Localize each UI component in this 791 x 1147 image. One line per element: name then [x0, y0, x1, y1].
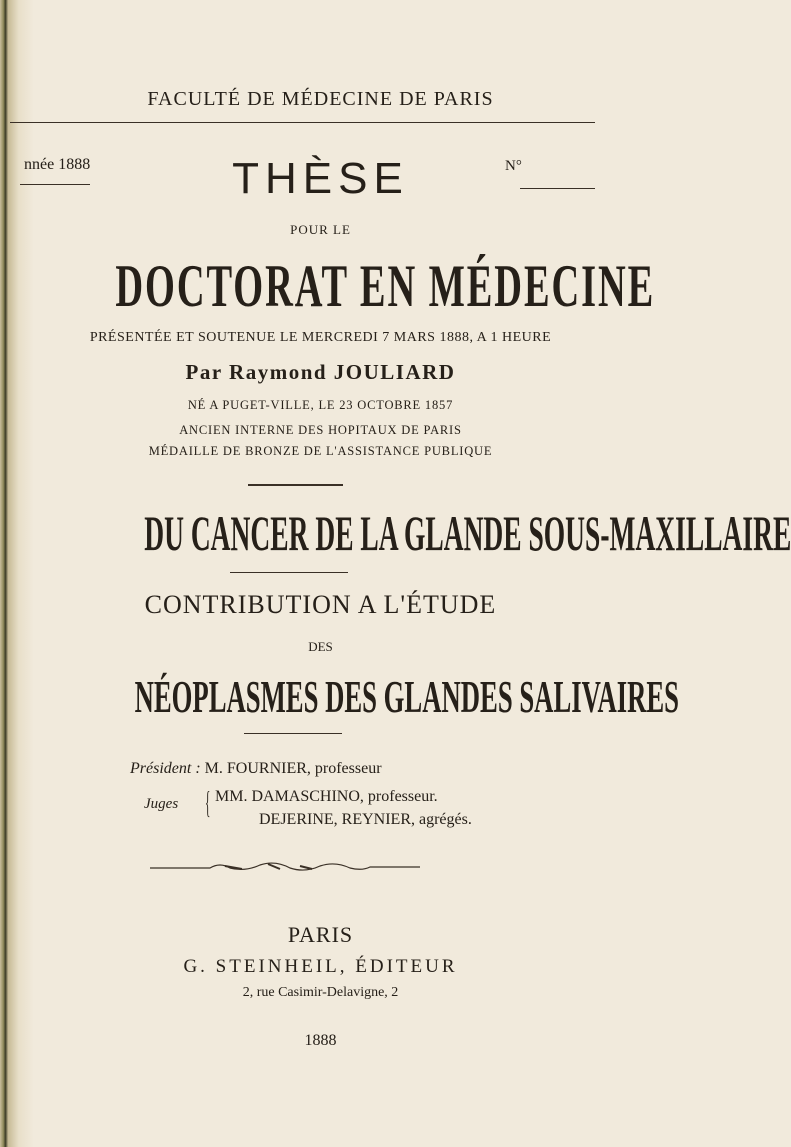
medaille-title: MÉDAILLE DE BRONZE DE L'ASSISTANCE PUBLIQUE	[148, 444, 493, 458]
faculty-header: FACULTÉ DE MÉDECINE DE PARIS	[147, 88, 494, 110]
doctorat-title: DOCTORAT EN MÉDECINE	[115, 253, 656, 319]
contribution-subtitle: CONTRIBUTION A L'ÉTUDE	[144, 590, 497, 619]
thesis-subtitle: NÉOPLASMES DES GLANDES SALIVAIRES	[134, 671, 680, 722]
separator-rule-1	[248, 484, 343, 486]
jury-president-row	[130, 760, 382, 778]
numero-label: N°	[505, 158, 522, 174]
imprint-city: PARIS	[287, 922, 354, 947]
author-name: Par Raymond JOULIARD	[185, 360, 456, 384]
separator-rule-3	[244, 733, 342, 734]
thesis-title: DU CANCER DE LA GLANDE SOUS-MAXILLAIRE	[144, 505, 791, 561]
des-connector: DES	[308, 639, 333, 654]
juges-brace: {	[204, 784, 211, 820]
juges-line-1: MM. DAMASCHINO, professeur.	[215, 788, 438, 805]
imprint-address: 2, rue Casimir-Delavigne, 2	[242, 985, 399, 1000]
pour-le: POUR LE	[290, 222, 351, 237]
imprint-publisher: G. STEINHEIL, ÉDITEUR	[183, 956, 458, 977]
interne-title: ANCIEN INTERNE DES HOPITAUX DE PARIS	[179, 423, 462, 437]
president-label: Président :	[130, 760, 201, 777]
header-rule	[10, 122, 595, 123]
president-name: M. FOURNIER, professeur	[204, 760, 382, 777]
separator-rule-2	[230, 572, 348, 573]
these-title: THÈSE	[232, 154, 409, 203]
imprint-year: 1888	[304, 1032, 337, 1049]
presentation-date: PRÉSENTÉE ET SOUTENUE LE MERCREDI 7 MARS 1888, A 1 HEURE	[89, 330, 552, 345]
annee-label: nnée 1888	[8, 156, 91, 173]
juges-label: Juges	[144, 796, 179, 812]
birth-info: NÉ A PUGET-VILLE, LE 23 OCTOBRE 1857	[187, 398, 454, 412]
juges-line-2: DEJERINE, REYNIER, agrégés.	[259, 811, 472, 828]
ornament-divider	[150, 860, 420, 874]
